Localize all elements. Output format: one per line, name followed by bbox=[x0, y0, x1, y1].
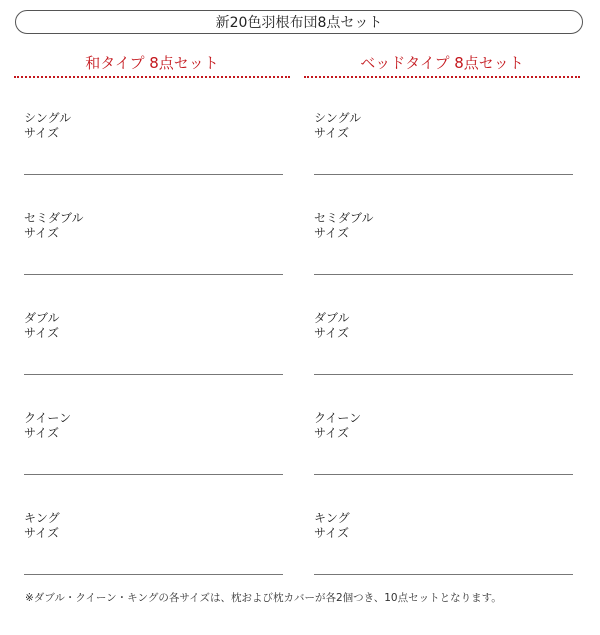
size-label bbox=[24, 111, 71, 141]
size-label bbox=[314, 411, 361, 441]
size-row-double-wa bbox=[24, 275, 283, 375]
size-suffix: サイズ bbox=[314, 226, 350, 240]
size-label bbox=[24, 211, 84, 241]
size-name: シングル bbox=[314, 111, 362, 125]
size-suffix: サイズ bbox=[24, 426, 60, 440]
size-name: キング bbox=[314, 511, 350, 525]
column-heading: 和タイプ 8点セット bbox=[14, 52, 290, 78]
size-label bbox=[314, 511, 350, 541]
footnote: ※ダブル・クイーン・キングの各サイズは、枕および枕カバーが各2個つき、10点セットとなります。 bbox=[25, 592, 502, 604]
size-name: クイーン bbox=[24, 411, 72, 425]
size-label bbox=[314, 211, 374, 241]
size-row-king-wa bbox=[24, 475, 283, 575]
size-suffix: サイズ bbox=[24, 126, 60, 140]
size-name: ダブル bbox=[314, 311, 350, 325]
size-label bbox=[314, 311, 350, 341]
size-name: シングル bbox=[24, 111, 72, 125]
size-name: ダブル bbox=[24, 311, 60, 325]
size-name: クイーン bbox=[314, 411, 362, 425]
size-suffix: サイズ bbox=[314, 126, 350, 140]
size-row-semidouble-bed bbox=[314, 175, 573, 275]
row-divider bbox=[24, 574, 283, 575]
column-heading: ベッドタイプ 8点セット bbox=[304, 52, 580, 78]
size-suffix: サイズ bbox=[314, 526, 350, 540]
size-name: セミダブル bbox=[314, 211, 374, 225]
size-row-queen-wa bbox=[24, 375, 283, 475]
size-suffix: サイズ bbox=[314, 426, 350, 440]
size-label bbox=[24, 511, 60, 541]
size-label bbox=[24, 311, 60, 341]
size-row-queen-bed bbox=[314, 375, 573, 475]
size-row-single-wa bbox=[24, 75, 283, 175]
size-row-semidouble-wa bbox=[24, 175, 283, 275]
size-row-king-bed bbox=[314, 475, 573, 575]
size-suffix: サイズ bbox=[24, 326, 60, 340]
size-suffix: サイズ bbox=[314, 326, 350, 340]
size-row-single-bed bbox=[314, 75, 573, 175]
size-suffix: サイズ bbox=[24, 526, 60, 540]
size-name: セミダブル bbox=[24, 211, 84, 225]
page-title: 新20色羽根布団8点セット bbox=[215, 15, 383, 31]
row-divider bbox=[314, 574, 573, 575]
size-row-double-bed bbox=[314, 275, 573, 375]
size-name: キング bbox=[24, 511, 60, 525]
size-suffix: サイズ bbox=[24, 226, 60, 240]
size-label bbox=[314, 111, 361, 141]
page-title-box bbox=[15, 10, 583, 34]
size-label bbox=[24, 411, 71, 441]
